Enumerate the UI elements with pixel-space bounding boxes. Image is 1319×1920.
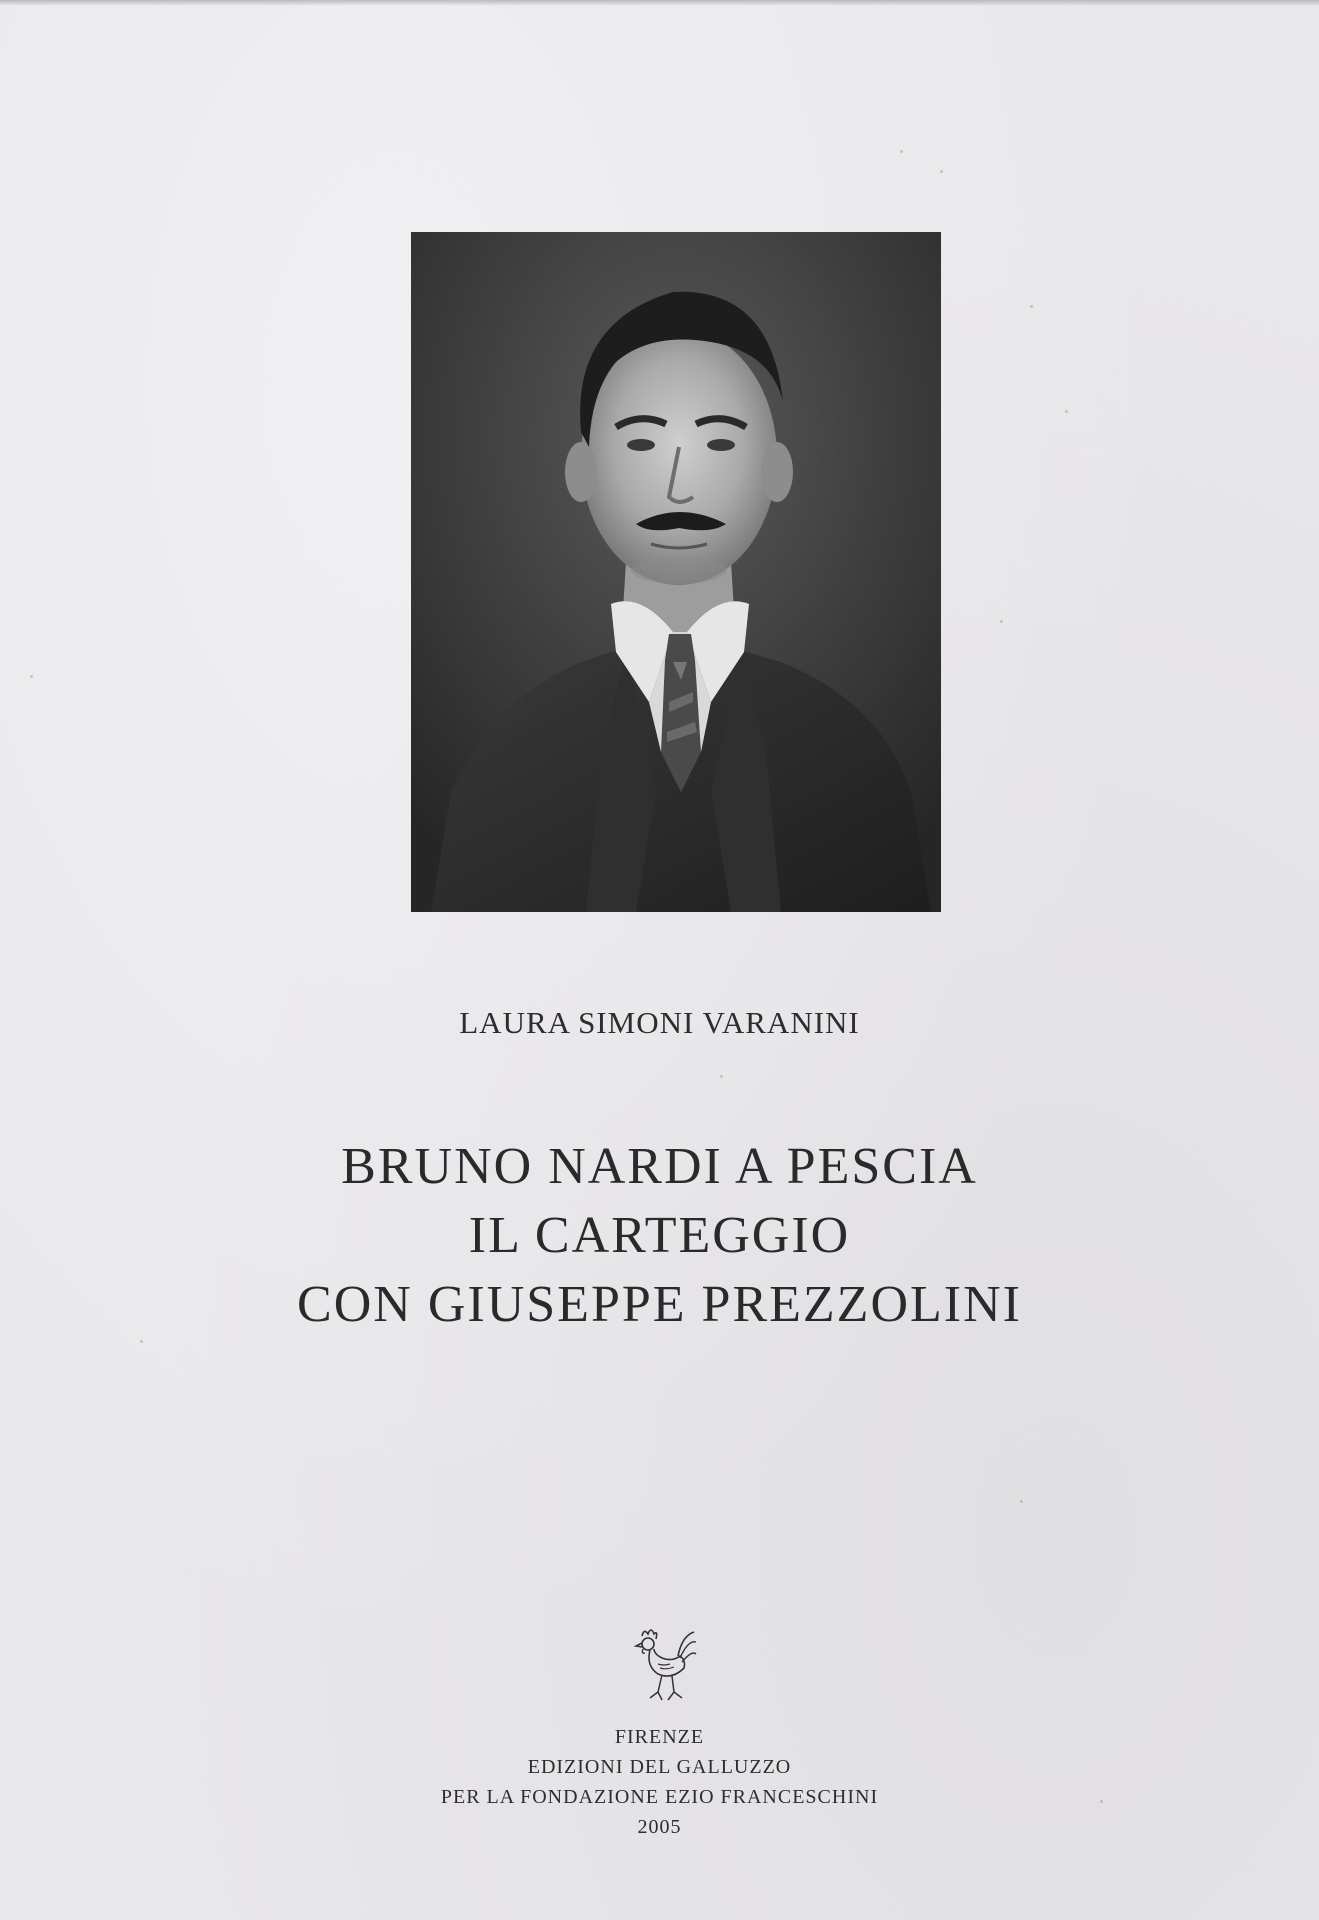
portrait-photo (411, 232, 941, 912)
paper-speck (1030, 305, 1033, 308)
author-name: LAURA SIMONI VARANINI (459, 1005, 860, 1040)
title-line: BRUNO NARDI A PESCIA (341, 1138, 978, 1195)
publication-year: 2005 (637, 1816, 682, 1838)
paper-speck (940, 170, 943, 173)
publisher-city: FIRENZE (614, 1726, 705, 1748)
paper-speck (30, 675, 33, 678)
portrait-illustration (411, 232, 941, 912)
paper-speck (1000, 620, 1003, 623)
publisher-block (0, 1722, 1319, 1842)
paper-speck (1065, 410, 1068, 413)
paper-speck (140, 1340, 143, 1343)
paper-speck (720, 1075, 723, 1078)
title-line: CON GIUSEPPE PREZZOLINI (297, 1276, 1022, 1333)
paper-speck (1020, 1500, 1023, 1503)
publisher-foundation: PER LA FONDAZIONE EZIO FRANCESCHINI (440, 1786, 879, 1808)
publisher-name: EDIZIONI DEL GALLUZZO (527, 1756, 792, 1778)
page-edge (0, 0, 1319, 6)
book-title (0, 1132, 1319, 1339)
rooster-icon (628, 1622, 698, 1704)
title-line: IL CARTEGGIO (468, 1207, 851, 1264)
paper-speck (900, 150, 903, 153)
